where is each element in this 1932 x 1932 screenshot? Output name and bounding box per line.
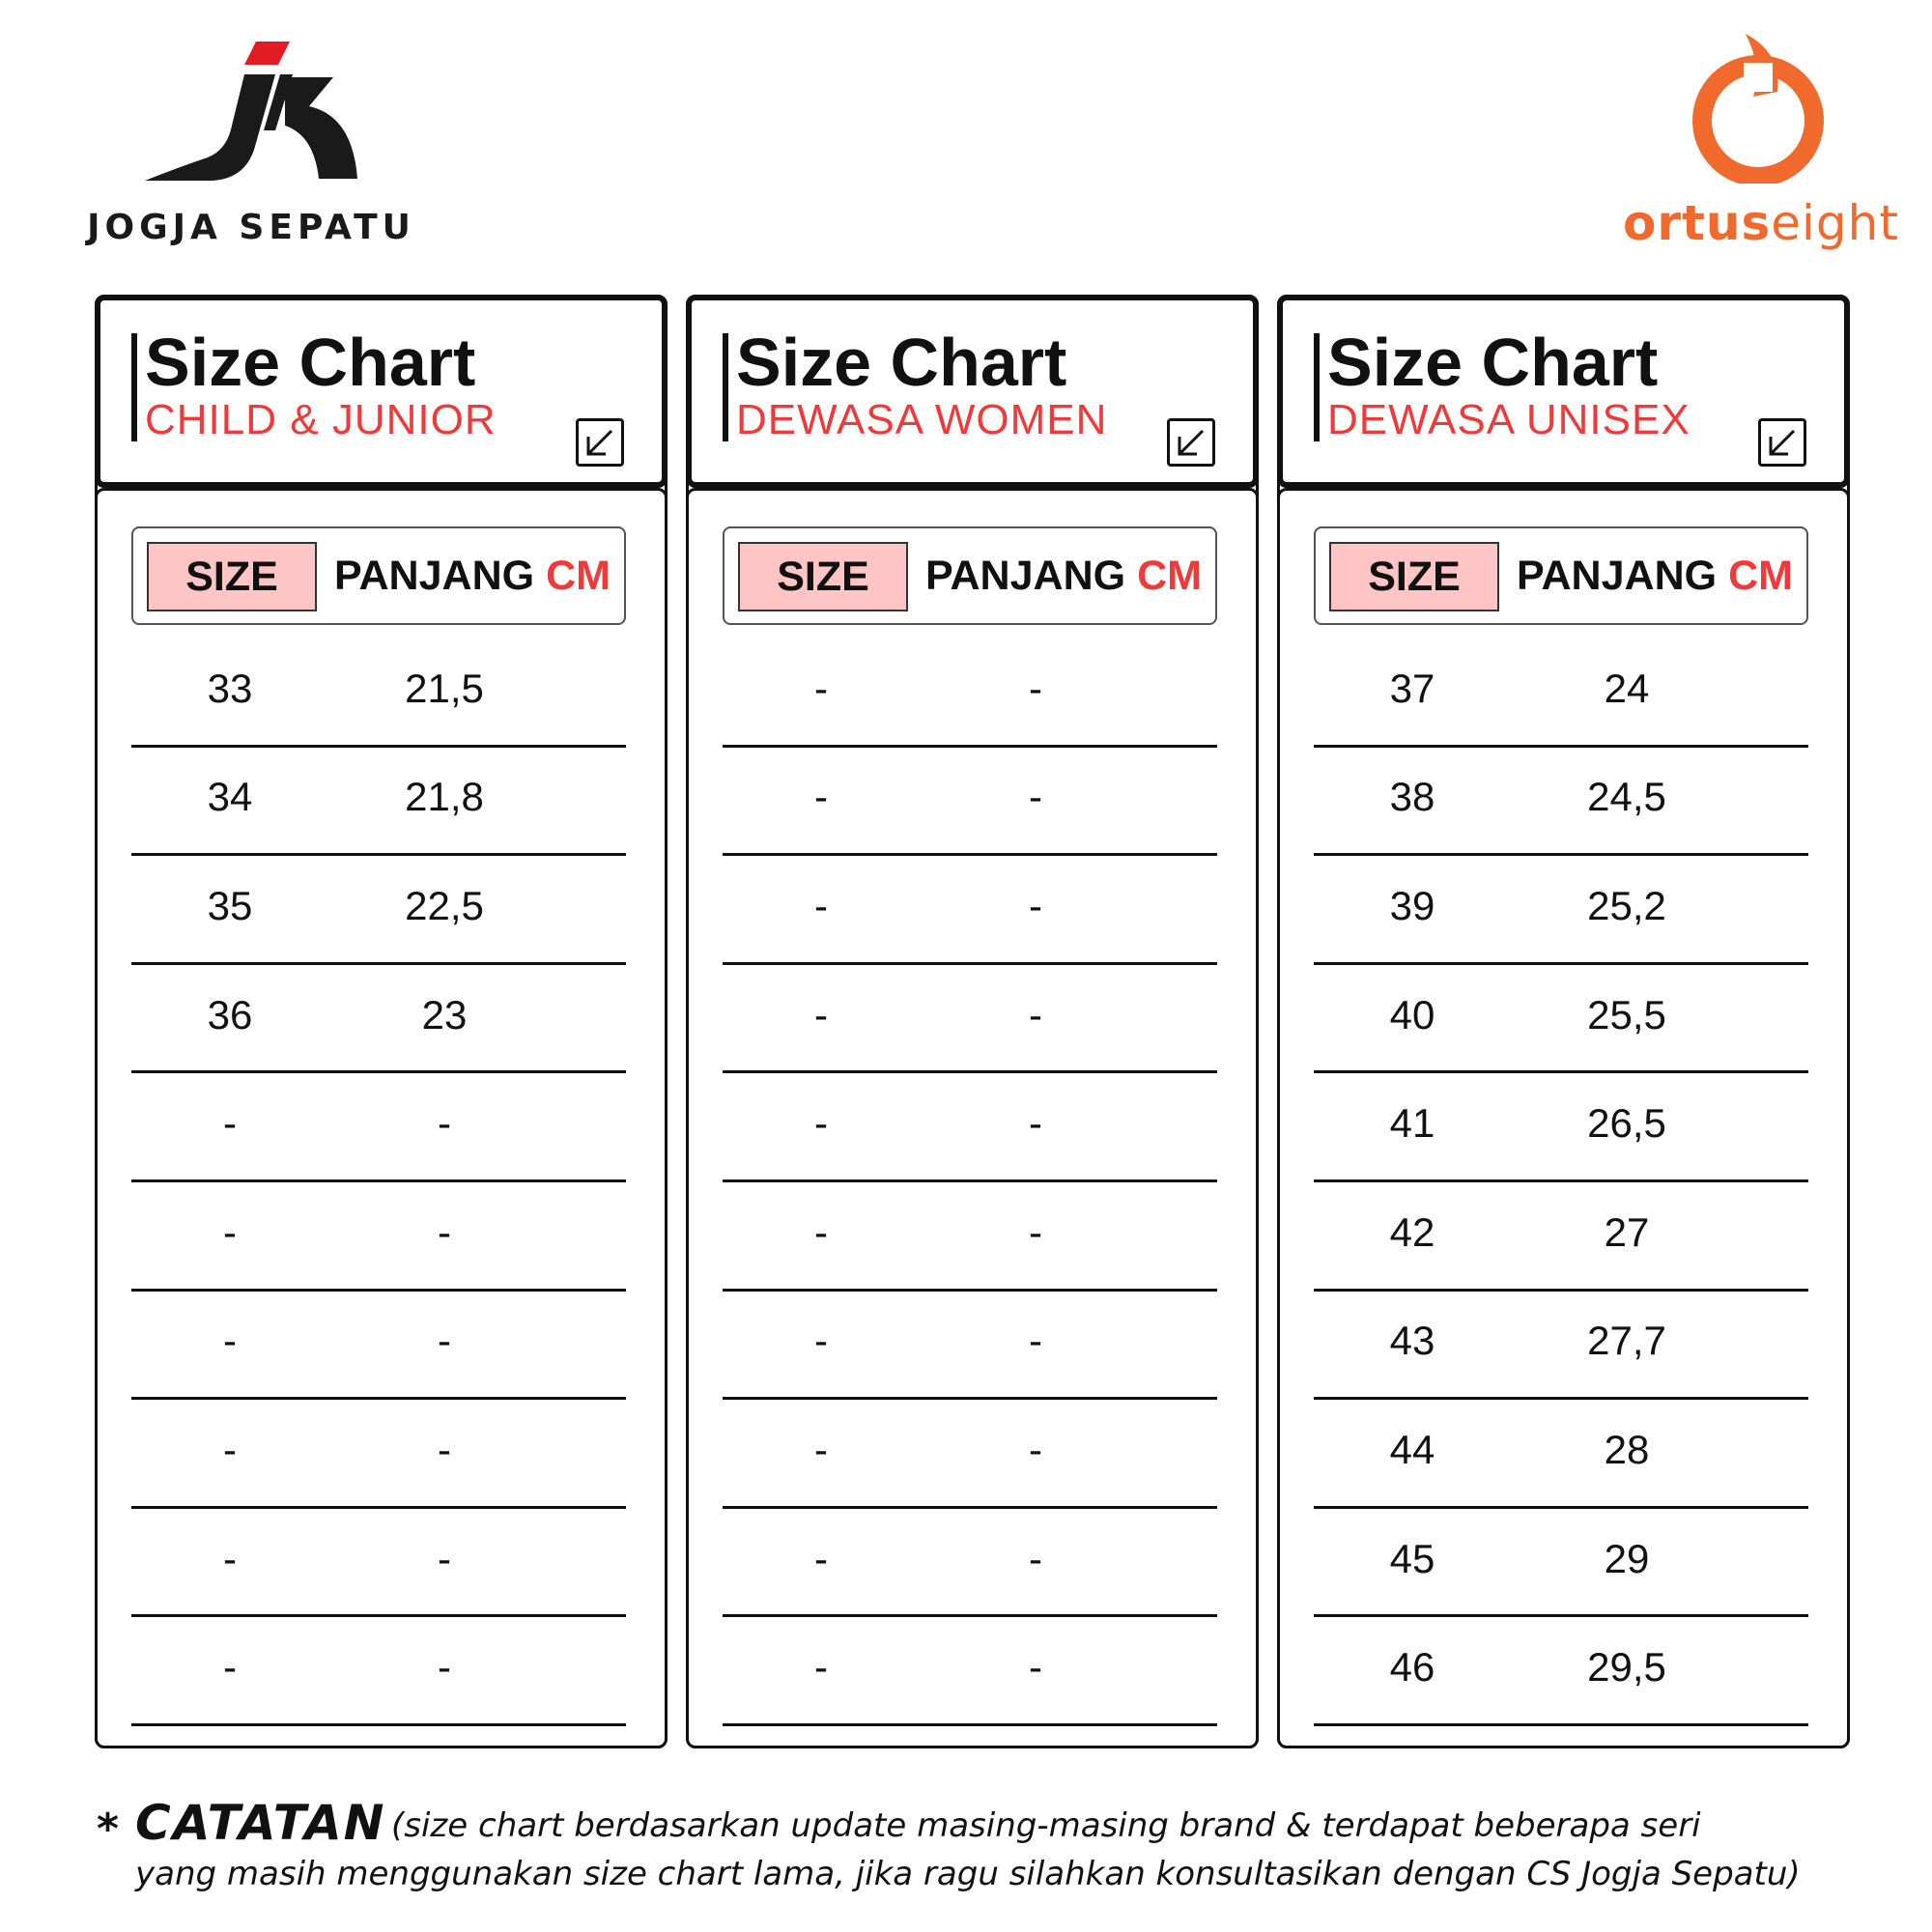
panel-subtitle: CHILD & JUNIOR [145, 396, 497, 443]
table-row [131, 748, 626, 857]
table-row [723, 1073, 1217, 1182]
size-cell: - [814, 991, 828, 1037]
table-header [723, 526, 1217, 625]
table-row [723, 1400, 1217, 1509]
size-cell: - [814, 665, 828, 711]
jogja-sepatu-logo [68, 34, 435, 256]
length-cell: 28 [1604, 1426, 1650, 1472]
table-row [1314, 748, 1808, 857]
length-cell: - [1029, 1535, 1042, 1581]
arrow-down-left-icon [1167, 418, 1215, 467]
size-cell: 40 [1389, 991, 1435, 1037]
length-header [925, 528, 1202, 623]
length-cell: 24,5 [1587, 774, 1666, 820]
brand-name-light: eight [1771, 195, 1899, 251]
length-cell: 25,2 [1587, 882, 1666, 928]
length-cell: 29,5 [1587, 1644, 1666, 1690]
table-row [723, 1182, 1217, 1292]
length-cell: 27,7 [1587, 1318, 1666, 1364]
table-row [1314, 1292, 1808, 1401]
size-header: SIZE [738, 542, 908, 611]
table-row [723, 748, 1217, 857]
size-header: SIZE [1329, 542, 1499, 611]
size-cell: - [223, 1100, 237, 1147]
length-cell: - [1029, 882, 1042, 928]
size-cell: 36 [207, 991, 253, 1037]
length-cell: - [438, 1426, 451, 1472]
table-row [1314, 965, 1808, 1074]
length-cell: 21,5 [405, 665, 484, 711]
table-row [1314, 639, 1808, 748]
footnote-text-line2: yang masih menggunakan size chart lama, jika ragu silahkan konsultasikan dengan CS Jogja Sepatu) [135, 1855, 1801, 1893]
table-row [1314, 1073, 1808, 1182]
length-cell: 21,8 [405, 774, 484, 820]
arrow-down-left-icon [576, 418, 624, 467]
size-cell: - [223, 1426, 237, 1472]
size-cell: 44 [1389, 1426, 1435, 1472]
panel-title: Size Chart [145, 325, 476, 400]
panel-subtitle: DEWASA WOMEN [736, 396, 1108, 443]
length-header-label: PANJANG [925, 552, 1126, 599]
panel-subtitle: DEWASA UNISEX [1327, 396, 1690, 443]
length-cell: - [1029, 1208, 1042, 1255]
size-table-body [131, 639, 626, 1726]
table-row [1314, 1509, 1808, 1618]
size-cell: 46 [1389, 1644, 1435, 1690]
table-row [131, 856, 626, 965]
footnote-label: CATATAN [135, 1795, 386, 1851]
table-row [1314, 1182, 1808, 1292]
brand-name-left: JOGJA SEPATU [87, 208, 415, 247]
length-cell: - [1029, 665, 1042, 711]
table-row [723, 639, 1217, 748]
length-cell: 22,5 [405, 882, 484, 928]
table-row [723, 1509, 1217, 1618]
table-row [131, 965, 626, 1074]
length-cell: 23 [421, 991, 468, 1037]
size-cell: - [223, 1535, 237, 1581]
brand-name-bold: ortus [1623, 195, 1772, 251]
title-accent-bar [131, 333, 137, 441]
footnote-asterisk: * [97, 1804, 120, 1854]
size-cell: 33 [207, 665, 253, 711]
size-cell: 35 [207, 882, 253, 928]
table-row [723, 965, 1217, 1074]
table-header [1314, 526, 1808, 625]
size-cell: 43 [1389, 1318, 1435, 1364]
arrow-down-left-icon [1758, 418, 1806, 467]
ortuseight-logo [1623, 29, 1899, 261]
length-unit: CM [1728, 552, 1793, 599]
table-header [131, 526, 626, 625]
table-row [131, 1073, 626, 1182]
size-cell: - [814, 774, 828, 820]
size-cell: 37 [1389, 665, 1435, 711]
size-cell: 42 [1389, 1208, 1435, 1255]
table-row [1314, 1400, 1808, 1509]
size-cell: - [223, 1644, 237, 1690]
length-cell: - [438, 1208, 451, 1255]
length-cell: - [438, 1318, 451, 1364]
size-cell: 38 [1389, 774, 1435, 820]
title-accent-bar [723, 333, 728, 441]
length-unit: CM [546, 552, 611, 599]
length-header [1517, 528, 1793, 623]
size-header: SIZE [147, 542, 317, 611]
table-row [131, 1509, 626, 1618]
table-row [131, 1617, 626, 1726]
title-accent-bar [1314, 333, 1320, 441]
table-row [723, 856, 1217, 965]
length-cell: 27 [1604, 1208, 1650, 1255]
brand-name-right [1623, 195, 1899, 251]
length-cell: - [1029, 1644, 1042, 1690]
size-cell: 39 [1389, 882, 1435, 928]
footnote-text-line1: (size chart berdasarkan update masing-masing brand & terdapat beberapa seri [391, 1806, 1701, 1845]
length-cell: - [1029, 1426, 1042, 1472]
size-cell: - [814, 1318, 828, 1364]
table-row [131, 639, 626, 748]
size-cell: - [814, 1644, 828, 1690]
size-cell: - [223, 1208, 237, 1255]
size-cell: - [814, 1535, 828, 1581]
size-chart-panel-child [95, 295, 668, 1748]
table-row [723, 1292, 1217, 1401]
table-row [131, 1400, 626, 1509]
length-cell: - [1029, 991, 1042, 1037]
size-cell: - [814, 1208, 828, 1255]
panel-title: Size Chart [1327, 325, 1659, 400]
size-cell: - [814, 1426, 828, 1472]
table-row [131, 1292, 626, 1401]
length-cell: - [438, 1535, 451, 1581]
size-table-body [723, 639, 1217, 1726]
size-cell: 34 [207, 774, 253, 820]
length-unit: CM [1137, 552, 1202, 599]
length-cell: - [438, 1100, 451, 1147]
size-cell: - [223, 1318, 237, 1364]
panel-title: Size Chart [736, 325, 1067, 400]
table-row [1314, 856, 1808, 965]
length-cell: - [1029, 1318, 1042, 1364]
length-header-label: PANJANG [1517, 552, 1718, 599]
js-monogram-icon [140, 34, 362, 193]
size-cell: 41 [1389, 1100, 1435, 1147]
length-header-label: PANJANG [334, 552, 535, 599]
size-chart-panel-unisex [1277, 295, 1850, 1748]
size-cell: 45 [1389, 1535, 1435, 1581]
ortuseight-flame-icon [1686, 29, 1831, 184]
size-chart-panel-women [686, 295, 1259, 1748]
table-row [1314, 1617, 1808, 1726]
size-table-body [1314, 639, 1808, 1726]
length-cell: 29 [1604, 1535, 1650, 1581]
length-cell: 24 [1604, 665, 1650, 711]
length-cell: - [1029, 774, 1042, 820]
length-cell: - [438, 1644, 451, 1690]
length-header [334, 528, 611, 623]
table-row [723, 1617, 1217, 1726]
size-cell: - [814, 882, 828, 928]
table-row [131, 1182, 626, 1292]
size-cell: - [814, 1100, 828, 1147]
length-cell: - [1029, 1100, 1042, 1147]
length-cell: 25,5 [1587, 991, 1666, 1037]
length-cell: 26,5 [1587, 1100, 1666, 1147]
